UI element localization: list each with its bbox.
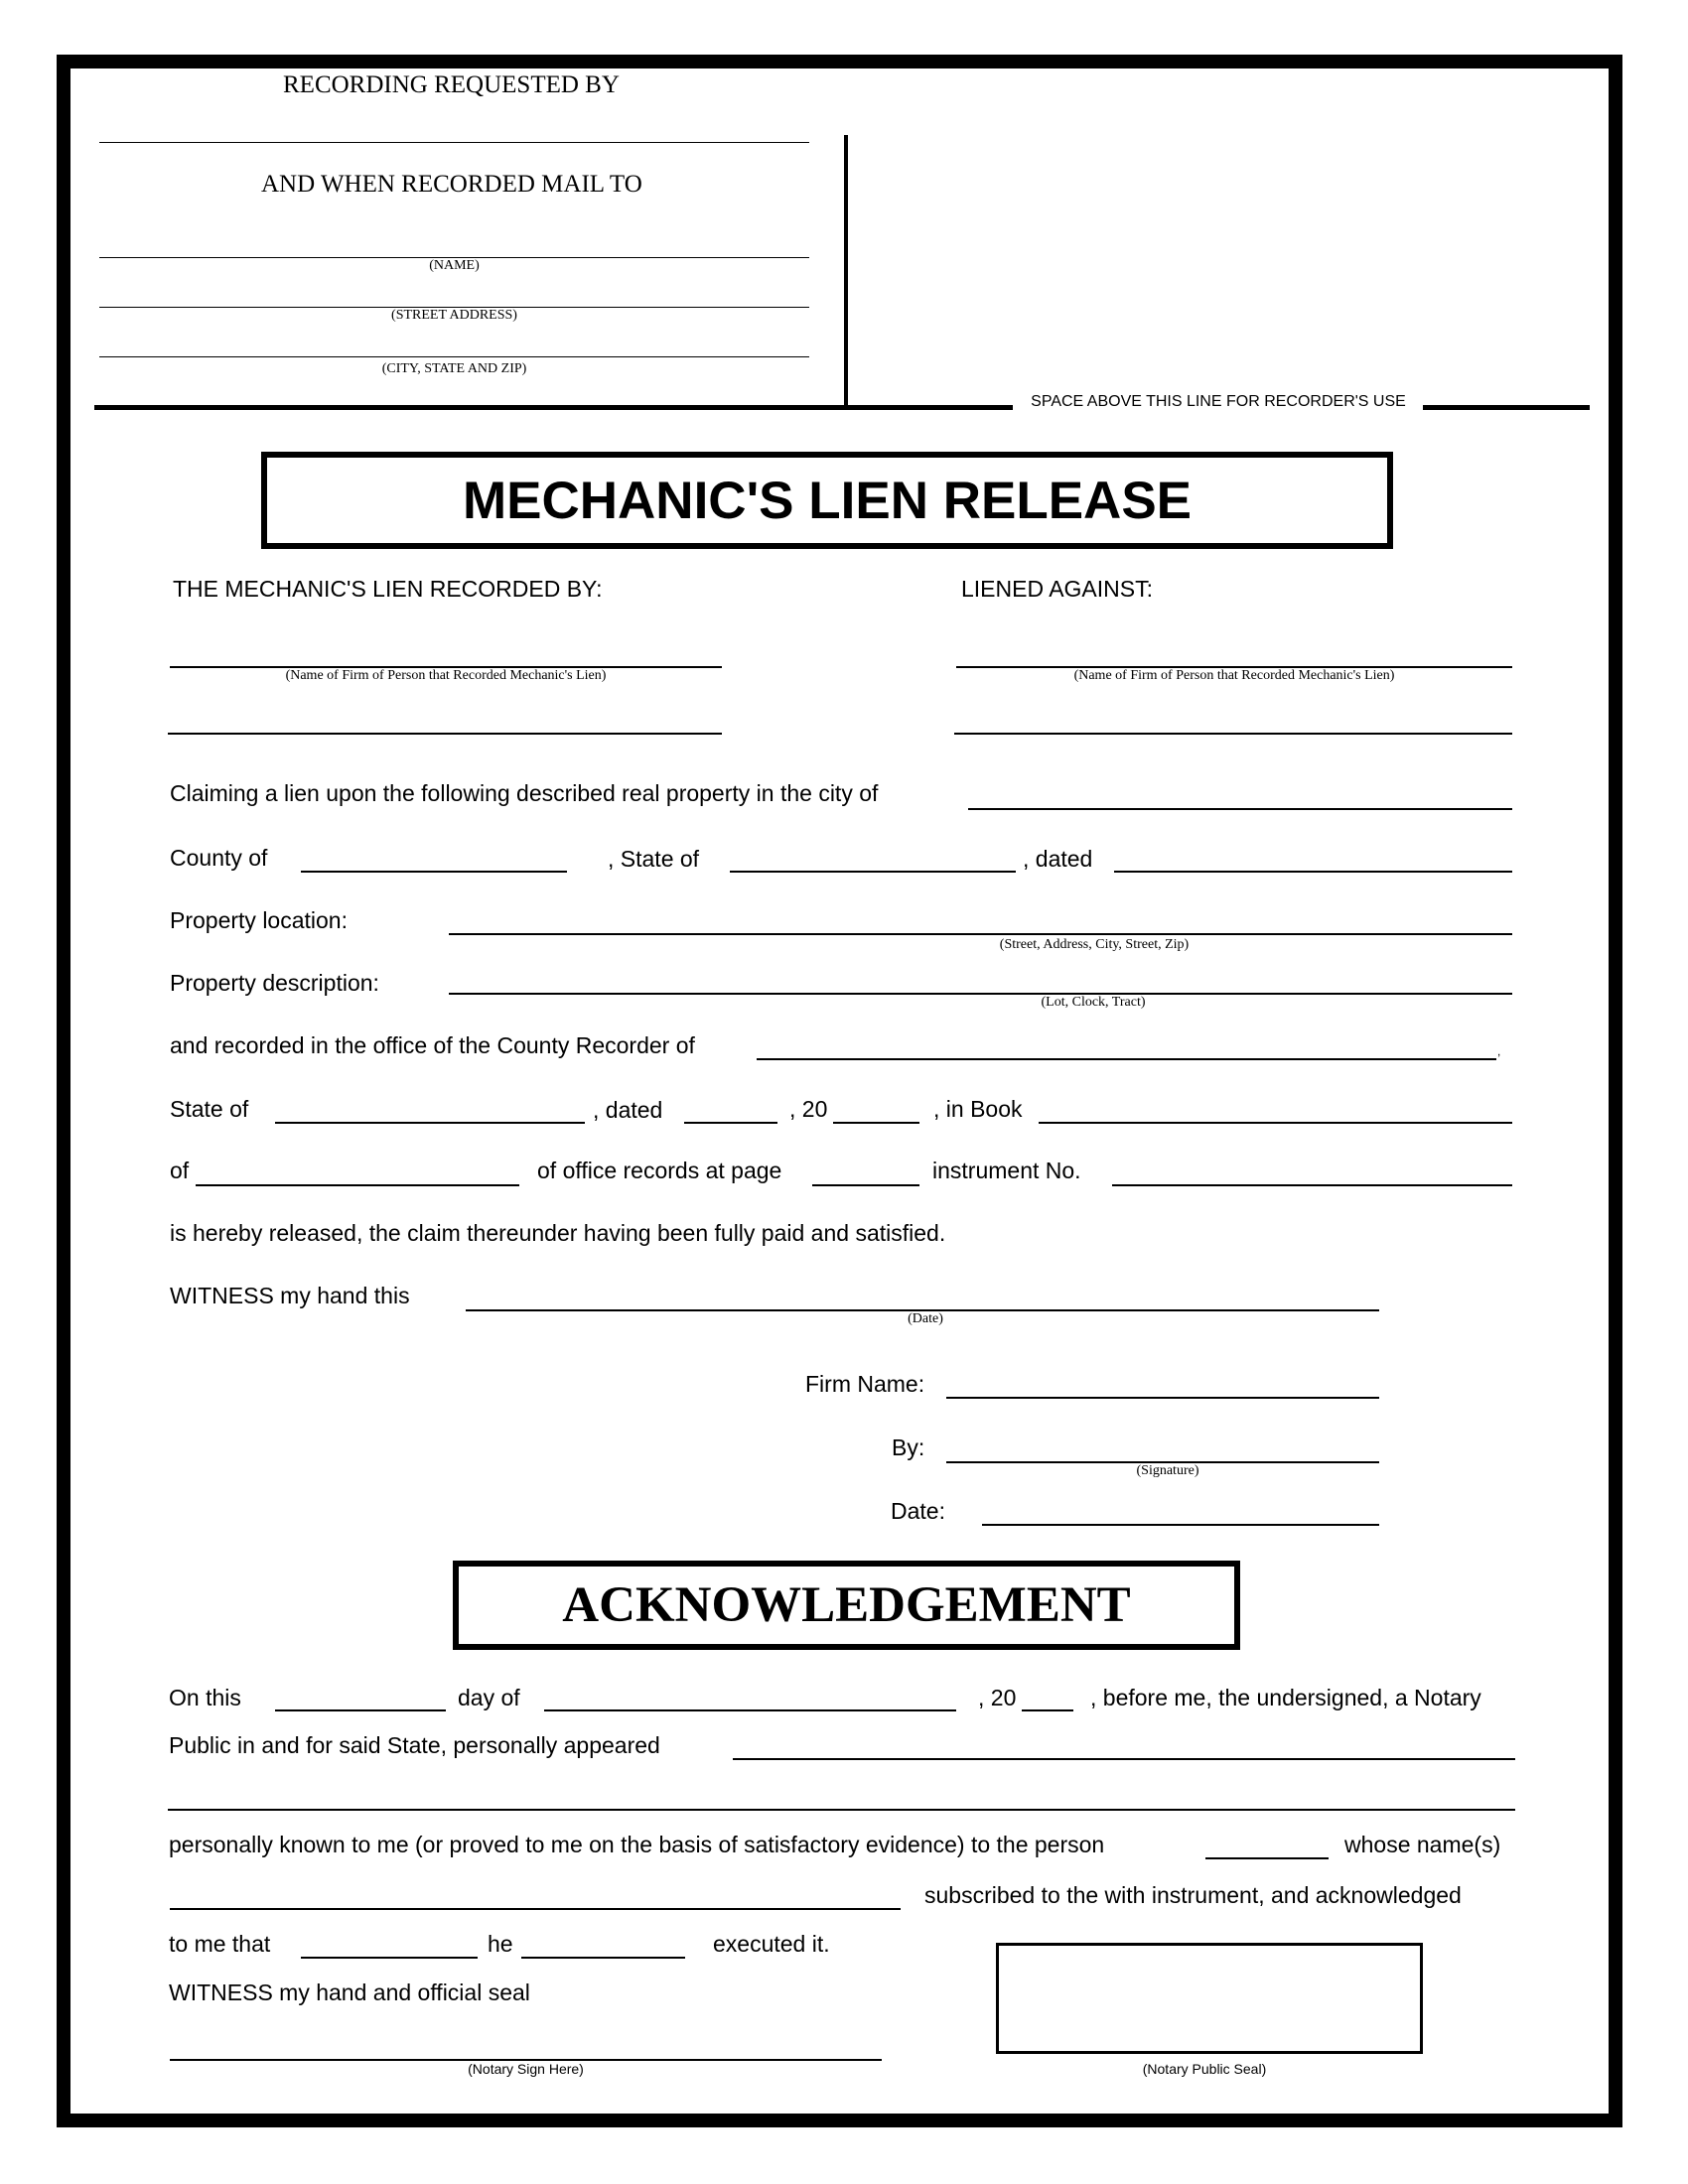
recorder-use-caption: SPACE ABOVE THIS LINE FOR RECORDER'S USE: [1031, 393, 1406, 410]
description-caption: (Lot, Clock, Tract): [1041, 995, 1146, 1010]
recorded-by-field-2[interactable]: [168, 733, 722, 735]
page-title: MECHANIC'S LIEN RELEASE: [462, 471, 1193, 530]
appeared-field-2[interactable]: [168, 1809, 1515, 1811]
firm-name-field[interactable]: [946, 1397, 1379, 1399]
ack-year-field[interactable]: [1022, 1709, 1073, 1711]
dated-2-label: , dated: [593, 1097, 663, 1123]
title-box: [261, 452, 1393, 549]
office-records-label: of office records at page: [537, 1158, 782, 1183]
book-field[interactable]: [1039, 1122, 1512, 1124]
liened-against-caption: (Name of Firm of Person that Recorded Mechanic's Lien): [1073, 668, 1395, 683]
firm-name-label: Firm Name:: [805, 1371, 925, 1397]
name-caption: (NAME): [429, 258, 480, 273]
public-text: Public in and for said State, personally appeared: [169, 1732, 660, 1758]
instrument-no-label: instrument No.: [932, 1158, 1081, 1183]
of-label: of: [170, 1158, 190, 1183]
liened-against-field-2[interactable]: [954, 733, 1512, 735]
claiming-text: Claiming a lien upon the following described real property in the city of: [170, 780, 879, 806]
released-text: is hereby released, the claim thereunder having been fully paid and satisfied.: [170, 1220, 946, 1246]
executed-text: executed it.: [713, 1931, 830, 1957]
state-of-label: , State of: [608, 846, 700, 872]
state-field[interactable]: [730, 871, 1016, 873]
street-caption: (STREET ADDRESS): [391, 308, 517, 323]
whose-names-text: whose name(s): [1344, 1832, 1501, 1857]
instrument-field[interactable]: [1112, 1184, 1512, 1186]
property-description-field[interactable]: [449, 993, 1512, 995]
on-this-label: On this: [169, 1685, 241, 1710]
recording-requested-by: RECORDING REQUESTED BY: [283, 71, 620, 98]
notary-seal-caption: (Notary Public Seal): [1142, 2061, 1267, 2077]
date-caption: (Date): [908, 1311, 943, 1326]
recorded-by-label: THE MECHANIC'S LIEN RECORDED BY:: [173, 576, 603, 602]
year-field[interactable]: [833, 1122, 919, 1124]
dated-label: , dated: [1023, 846, 1093, 872]
appeared-field[interactable]: [733, 1758, 1515, 1760]
personally-known-text: personally known to me (or proved to me on the basis of satisfactory evidence) to the person: [169, 1832, 1105, 1857]
county-of-label: County of: [170, 845, 268, 871]
acknowledgement-title: ACKNOWLEDGEMENT: [562, 1577, 1131, 1633]
names-field[interactable]: [170, 1908, 901, 1910]
day-of-label: day of: [458, 1685, 520, 1710]
to-me-that-field[interactable]: [301, 1957, 478, 1959]
page-field[interactable]: [812, 1184, 919, 1186]
property-location-field[interactable]: [449, 933, 1512, 935]
he-label: he: [488, 1931, 513, 1957]
comma-mark: ,: [1497, 1044, 1501, 1058]
recorder-divider: [844, 135, 848, 408]
mail-city-field[interactable]: [99, 356, 809, 357]
twenty-label: , 20: [789, 1096, 828, 1122]
recorder-line-right: [1423, 405, 1590, 410]
to-me-that-label: to me that: [169, 1931, 271, 1957]
ack-twenty-label: , 20: [978, 1685, 1017, 1710]
property-location-label: Property location:: [170, 907, 348, 933]
dated-2-field[interactable]: [684, 1122, 777, 1124]
county-field[interactable]: [301, 871, 567, 873]
in-book-label: , in Book: [933, 1096, 1023, 1122]
acknowledgement-title-box: [453, 1561, 1240, 1650]
recorded-by-caption: (Name of Firm of Person that Recorded Mechanic's Lien): [285, 668, 607, 683]
person-field[interactable]: [1205, 1857, 1329, 1859]
state-of-2-label: State of: [170, 1096, 249, 1122]
witness-seal-text: WITNESS my hand and official seal: [169, 1979, 530, 2005]
when-recorded-mail-to: AND WHEN RECORDED MAIL TO: [261, 171, 642, 198]
location-caption: (Street, Address, City, Street, Zip): [999, 937, 1190, 952]
signature-caption: (Signature): [1136, 1463, 1199, 1478]
property-description-label: Property description:: [170, 970, 379, 996]
date-label: Date:: [891, 1498, 945, 1524]
of-field[interactable]: [196, 1184, 519, 1186]
city-field[interactable]: [968, 808, 1512, 810]
he-field[interactable]: [521, 1957, 685, 1959]
signature-date-field[interactable]: [982, 1524, 1379, 1526]
subscribed-text: subscribed to the with instrument, and acknowledged: [924, 1882, 1462, 1908]
witness-label: WITNESS my hand this: [170, 1283, 410, 1308]
by-label: By:: [892, 1434, 925, 1460]
notary-seal-box: [996, 1943, 1423, 2054]
dated-field[interactable]: [1114, 871, 1512, 873]
county-recorder-field[interactable]: [757, 1058, 1496, 1060]
month-field[interactable]: [544, 1709, 956, 1711]
notary-sign-caption: (Notary Sign Here): [468, 2061, 584, 2077]
liened-against-label: LIENED AGAINST:: [961, 576, 1154, 602]
day-field[interactable]: [275, 1709, 446, 1711]
city-caption: (CITY, STATE AND ZIP): [381, 361, 527, 376]
divider: [99, 142, 809, 143]
recorded-office-text: and recorded in the office of the County Recorder of: [170, 1032, 695, 1058]
before-me-text: , before me, the undersigned, a Notary: [1090, 1685, 1481, 1710]
recorder-line-left: [94, 405, 1013, 410]
state-2-field[interactable]: [275, 1122, 585, 1124]
